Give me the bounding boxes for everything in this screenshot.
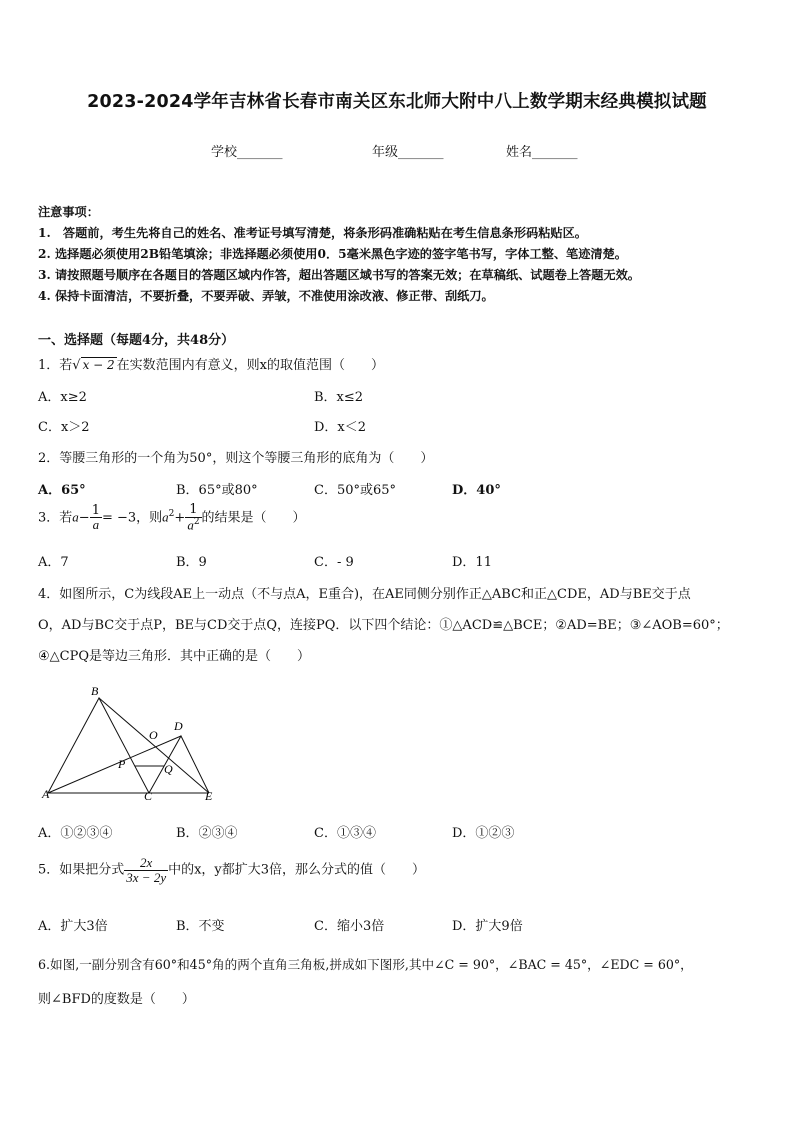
geometry-figure (36, 680, 226, 808)
label-c: C (144, 789, 153, 803)
q1-option-a: A．x≥2 (38, 390, 87, 405)
q1-radicand: x − 2 (82, 358, 115, 372)
q2-option-c: C．50°或65° (314, 483, 397, 498)
notice-heading: 注意事项： (38, 205, 99, 219)
school-field: 学校_______ (211, 145, 283, 160)
q1-option-b: B．x≤2 (314, 390, 364, 405)
q1-option-d: D．x＜2 (314, 420, 367, 435)
q4-option-c: C．①③④ (314, 826, 376, 841)
triangle-cde (149, 736, 209, 793)
q5-suffix: 中的x，y都扩大3倍，那么分式的值（ ） (168, 862, 426, 878)
name-field: 姓名_______ (506, 145, 578, 160)
q3-suffix: 的结果是（ ） (201, 510, 306, 526)
q2-option-b: B．65°或80° (176, 483, 258, 498)
q5-fraction: $\frac{2x}{3x - 2y}$ (126, 855, 167, 885)
question-5 (38, 856, 425, 884)
q5-prefix: 5．如果把分式 (38, 862, 125, 878)
q3-a: a (72, 509, 79, 525)
q4-option-d: D．①②③ (452, 826, 515, 841)
section-heading: 一、选择题（每题4分，共48分） (38, 333, 235, 348)
sqrt-sign: √ (72, 358, 81, 373)
q3-option-d: D．11 (452, 555, 492, 570)
question-4-line1: 4．如图所示，C为线段AE上一动点（不与点A，E重合)，在AE同侧分别作正△ABC和正△CDE，AD与BE交于点 (38, 587, 691, 602)
segment-be (99, 698, 209, 793)
q2-option-a: A．65° (38, 483, 86, 498)
segment-ad (48, 736, 181, 793)
q3-option-a: A．7 (38, 555, 69, 570)
label-a: A (42, 787, 50, 801)
q5-option-c: C．缩小3倍 (314, 919, 385, 934)
q5-option-d: D．扩大9倍 (452, 919, 523, 934)
q4-option-b: B．②③④ (176, 826, 238, 841)
question-4-line2: O，AD与BC交于点P，BE与CD交于点Q，连接PQ．以下四个结论：①△ACD≌△BCE；②AD=BE；③∠AOB=60°； (38, 618, 729, 633)
notice-item: 3. 请按照题号顺序在各题目的答题区域内作答，超出答题区域书写的答案无效；在草稿纸、试题卷上答题无效。 (38, 268, 640, 282)
question-2: 2．等腰三角形的一个角为50°，则这个等腰三角形的底角为（ ） (38, 451, 434, 466)
q3-a2: a (162, 509, 169, 525)
triangle-abc (48, 698, 149, 793)
q3-minus: − (78, 510, 90, 526)
q2-option-d: D．40° (452, 483, 501, 498)
q3-fraction-2: $\frac{1}{a^2}$ (187, 502, 200, 532)
q5-option-b: B．不变 (176, 919, 225, 934)
q3-eq: = −3，则 (101, 510, 163, 526)
q4-option-a: A．①②③④ (38, 826, 113, 841)
q3-fraction-1: $\frac{1}{a}$ (91, 502, 100, 533)
notice-item: 2. 选择题必须使用2B铅笔填涂；非选择题必须使用0．5毫米黑色字迹的签字笔书写，字体工整、笔迹清楚。 (38, 247, 627, 261)
question-6-line2: 则∠BFD的度数是（ ） (38, 992, 195, 1007)
q3-plus: + (174, 510, 186, 526)
q1-suffix: 在实数范围内有意义，则x的取值范围（ ） (116, 358, 385, 373)
label-o: O (149, 728, 158, 742)
q1-prefix: 1．若 (38, 358, 73, 373)
q1-option-c: C．x＞2 (38, 420, 90, 435)
label-e: E (205, 789, 213, 803)
label-b: B (91, 684, 99, 698)
question-1 (38, 354, 384, 373)
question-3: 3．若a− $\frac{1}{a}$ = −3，则$a^2+$ $\frac{1}{a^2}$ 的结果是（ ） (38, 502, 306, 533)
label-p: P (118, 757, 126, 771)
q3-prefix: 3．若 (38, 510, 73, 526)
q3-option-c: C．- 9 (314, 555, 354, 570)
q3-option-b: B．9 (176, 555, 207, 570)
label-d: D (174, 719, 183, 733)
label-q: Q (164, 762, 173, 776)
notice-item: 1. 答题前，考生先将自己的姓名、准考证号填写清楚，将条形码准确粘贴在考生信息条形码粘贴区。 (38, 226, 587, 240)
page-title: 2023-2024学年吉林省长春市南关区东北师大附中八上数学期末经典模拟试题 (87, 92, 707, 112)
question-4-line3: ④△CPQ是等边三角形．其中正确的是（ ） (38, 649, 311, 664)
notice-item: 4. 保持卡面清洁，不要折叠，不要弄破、弄皱，不准使用涂改液、修正带、刮纸刀。 (38, 289, 494, 303)
q5-option-a: A．扩大3倍 (38, 919, 108, 934)
question-6-line1: 6.如图,一副分别含有60°和45°角的两个直角三角板,拼成如下图形,其中∠C = 90°，∠BAC = 45°，∠EDC = 60°， (38, 957, 693, 972)
grade-field: 年级_______ (372, 145, 444, 160)
